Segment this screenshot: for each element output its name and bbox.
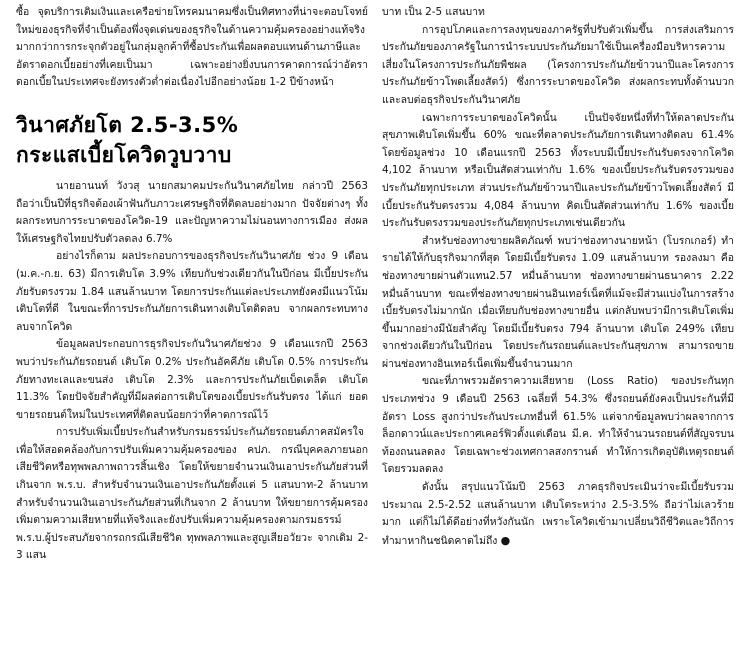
body-paragraph-3: ข้อมูลผลประกอบการธุรกิจประกันวินาศภัยช่วง 9 เดือนแรกปี 2563 พบว่าประกันภัยรถยนต์ เติบโต 0.2% ประกันอัคคีภัย เติบโต 0.5% การประกันภัยทางทะเลและขนส่ง เติบโต 2.3% และการประกันภัยเบ็ดเตล็ด เติบโต 11.3% โดยปัจจัยสำคัญที่มีผลต่อการเติบโตของเบี้ยประกันรับตรง ได้แก่ ยอดขายรถยนต์ใหม่ในประเทศที่ติดลบน้อยกว่าที่คาดการณ์ไว้ — [16, 338, 368, 421]
body-paragraph-1: นายอานนท์ วังวสุ นายกสมาคมประกันวินาศภัยไทย กล่าวปี 2563 ถือว่าเป็นปีที่ธุรกิจต้องเผ้าฟันกับภาวะเศรษฐกิจที่ติดลบอย่างมาก ปัจจัยต่างๆ ทั้งผลกระทบการระบาดของโควิด-19 และปัญหาความไม่นอนทางการเมือง ส่งผลให้เศรษฐกิจไทยปรับตัวลดลง 6.7% — [16, 179, 368, 245]
continuation-line: บาท เป็น 2-5 แสนบาท — [382, 6, 485, 18]
headline-line-1: วินาศภัยโต 2.5-3.5% — [16, 112, 239, 137]
body-paragraph-2: อย่างไรก็ตาม ผลประกอบการของธุรกิจประกันวินาศภัย ช่วง 9 เดือน (ม.ค.-ก.ย. 63) มีการเติบโต 3.9% เทียบกับช่วงเดียวกันในปีก่อน มีเบี้ยประกันภัยรับตรงรวม 1.84 แสนล้านบาท โดยการประกันแต่ละประเภทยังคงมีแนวโน้มเติบโตที่ดี ในขณะที่การประกันภัยการเดินทางเติบโตติดลบ จากผลกระทบทางลบจากโควิด — [16, 250, 368, 333]
end-of-article-mark: ● — [500, 533, 511, 547]
headline-line-2: กระแสเบี้ยโควิดวูบวาบ — [16, 142, 232, 167]
article-headline — [16, 110, 368, 170]
body-paragraph-6: เฉพาะการระบาดของโควิดนั้น เป็นปัจจัยหนึ่งที่ทำให้ตลาดประกันสุขภาพเติบโตเพิ่มขึ้น 60% ขณะที่ตลาดประกันภัยการเดินทางติดลบ 61.4% โดยข้อมูลช่วง 10 เดือนแรกปี 2563 ทั้งระบบมีเบี้ยประกันรับตรงจากโควิด 4,102 ล้านบาท หรือเป็นสัดส่วนเท่ากับ 1.6% ของเบี้ยประกันรับตรงรวมของประกันภัยทุกประเภท ส่วนประกันภัยข้าวนาปีและประกันภัยข้าวโพดเลี้ยงสัตว์ มีเบี้ยประกันรับตรงรวม 4,084 ล้านบาท คิดเป็นสัดส่วนเท่ากับ 1.6% ของเบี้ยประกันรับตรงรวมของประกันภัยทุกประเภทเช่นเดียวกัน — [382, 111, 734, 230]
body-paragraph-5: การอุปโภคและการลงทุนของภาครัฐที่ปรับตัวเพิ่มขึ้น การส่งเสริมการประกันภัยของภาครัฐในการนำระบบประกันภัยมาใช้เป็นเครื่องมือบริหารความเสี่ยงในโครงการประกันภัยพืชผล (โครงการประกันภัยข้าวนาปีและโครงการประกันภัยข้าวโพดเลี้ยงสัตว์) ซึ่งการระบาดของโควิด ส่งผลกระทบทั้งด้านบวกและลบต่อธุรกิจประกันวินาศภัย — [382, 23, 734, 106]
intro-paragraph: ซื้อ จุดบริการเติมเงินและเครือข่ายโทรคมนาคมซึ่งเป็นทิศทางที่น่าจะตอบโจทย์ใหม่ของธุรกิจที่จำเป็นต้องพึ่งจุดเด่นของธุรกิจในด้านความคุ้มครองอย่างแท้จริง มากกว่าการกระจุกตัวอยู่ในกลุ่มลูกค้าที่ซื้อประกันเพื่อผลตอบแทนด้านภาษีและอัตราดอกเบี้ยอย่างที่เคยเป็นมา เฉพาะอย่างยิ่งบนการคาดการณ์ว่าอัตราดอกเบี้ยในประเทศจะยังทรงตัวต่ำต่อเนื่องไปอีกอย่างน้อย 1-2 ปีข้างหน้า — [16, 6, 368, 89]
body-paragraph-4: การปรับเพิ่มเบี้ยประกันสำหรับกรมธรรม์ประกันภัยรถยนต์ภาคสมัครใจ เพื่อให้สอดคล้องกับการปรับเพิ่มความคุ้มครองของ คปภ. กรณีบุคคลภายนอกเสียชีวิตหรือทุพพลภาพถาวรสิ้นเชิง โดยให้ขยายจำนวนเงินเอาประกันภัยส่วนที่เกินจาก พ.ร.บ. สำหรับจำนวนเงินเอาประกันภัยตั้งแต่ 5 แสนบาท-2 ล้านบาท สำหรับจำนวนเงินเอาประกันภัยส่วนที่เกินจาก 2 ล้านบาท ให้ขยายการคุ้มครองเพิ่มตามความเสียหายที่แท้จริงและยังปรับเพิ่มความคุ้มครองตามกรมธรรม์ พ.ร.บ.ผู้ประสบภัยจากรถกรณีเสียชีวิต ทุพพลภาพและสูญเสียอวัยวะ จากเดิม 2-3 แสน — [16, 426, 368, 562]
left-column — [16, 4, 368, 565]
right-column — [382, 4, 734, 550]
closing-paragraph-text: ดังนั้น สรุปแนวโน้มปี 2563 ภาคธุรกิจประเมินว่าจะมีเบี้ยรับรวมประมาณ 2.5-2.52 แสนล้านบาท เติบโตระหว่าง 2.5-3.5% ถือว่าไม่เลวร้ายมาก แต่ก็ไม่ได้ดีอย่างที่หวังกันนัก เพราะโควิดเข้ามาเปลี่ยนวิถีชีวิตและวิถีการทำมาหากินชนิดคาดไม่ถึง — [382, 481, 734, 547]
body-paragraph-8: ขณะที่ภาพรวมอัตราความเสียหาย (Loss Ratio) ของประกันทุกประเภทช่วง 9 เดือนปี 2563 เฉลี่ยที่ 54.3% ซึ่งรถยนต์ยังคงเป็นประกันที่มีอัตรา Loss สูงกว่าประกันประเภทอื่นที่ 61.5% แต่จากข้อมูลพบว่าผลจากการล็อกดาวน์และประกาศเคอร์ฟิวตั้งแต่เดือน มี.ค. ทำให้จำนวนรถยนต์ที่สัญจรบนท้องถนนลดลง โดยเฉพาะช่วงเทศกาลสงกรานต์ ทำให้การเกิดอุบัติเหตุรถยนต์โดยรวมลดลง — [382, 375, 734, 476]
body-paragraph-7: สำหรับช่องทางขายผลิตภัณฑ์ พบว่าช่องทางนายหน้า (โบรกเกอร์) ทำรายได้ให้กับธุรกิจมากที่สุด โดยมีเบี้ยรับตรง 1.09 แสนล้านบาท รองลงมา คือ ช่องทางขายผ่านตัวแทน2.57 หมื่นล้านบาท ช่องทางขายผ่านธนาคาร 2.22 หมื่นล้านบาท ขณะที่ช่องทางขายผ่านอินเทอร์เน็ตที่แม้จะมีส่วนแบ่งในการสร้างเบี้ยรับตรงไม่มากนัก เมื่อเทียบกับช่องทางขายอื่น แต่กลับพบว่ามีการเติบโตเพิ่มขึ้นมากอย่างมีนัยสำคัญ โดยมีเบี้ยรับตรง 794 ล้านบาท เติบโต 249% เทียบจากช่วงเดียวกันในปีก่อน โดยประกันรถยนต์และประกันสุขภาพ สามารถขายผ่านช่องทางอินเทอร์เน็ตเพิ่มขึ้นจำนวนมาก — [382, 234, 734, 370]
body-paragraph-9 — [382, 479, 734, 550]
